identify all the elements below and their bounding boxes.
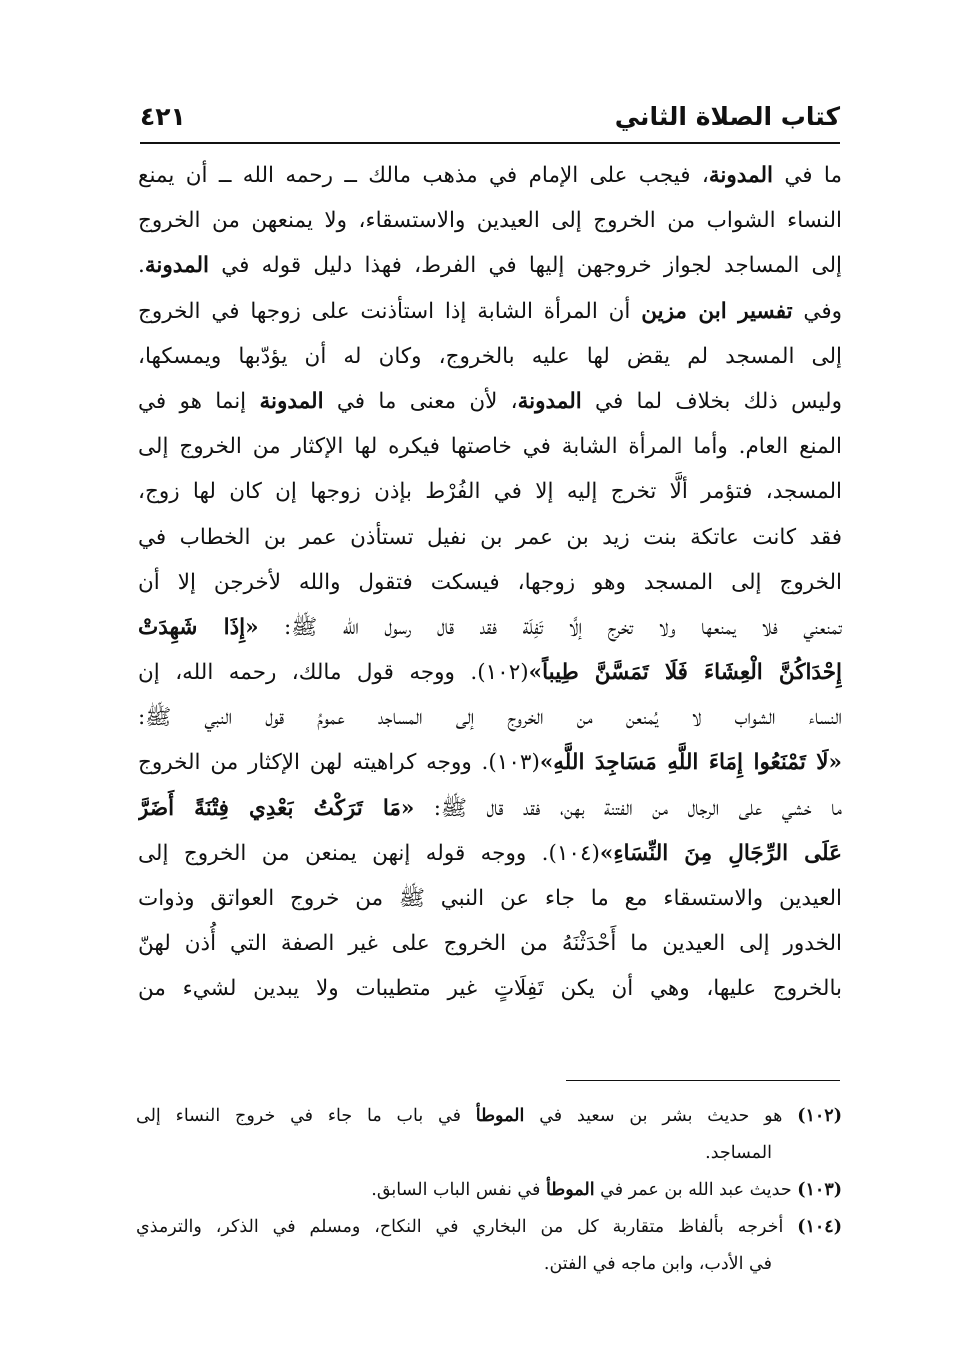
text-line-15: ما خشي على الرجال من الفتنة بهن، فقد قال ﷺ: «مَا تَرَكْتُ بَعْدِي فِتْنَةً أَضَرَّ (138, 795, 842, 821)
text-line-5: إلى المسجد لم يقض لها عليه بالخروج، وكان له أن يؤدّبها ويمسكها، (138, 343, 842, 369)
page-header (140, 100, 840, 144)
footnotes (136, 1098, 842, 1283)
running-title: كتاب الصلاة الثاني (614, 102, 840, 131)
main-text (138, 153, 842, 1012)
text-line-1: ما في المدونة، فيجب على الإمام في مذهب مالك ــ رحمه الله ــ أن يمنع (138, 163, 842, 188)
text-line-14: «لَا تَمْنَعُوا إِمَاءَ اللَّهِ مَسَاجِدَ اللَّهِ»(١٠٣). ووجه كراهيته لهن الإكثار من الخروج (138, 750, 842, 776)
footnote-104: (١٠٤) أخرجه بألفاظ متقاربة كل من البخاري في النكاح، ومسلم في الذكر، والترمذي (136, 1217, 842, 1237)
text-line-3: إلى المساجد لجواز خروجهن إليها في الفرط، فهذا دليل قوله في المدونة. (138, 253, 842, 279)
text-line-18: الخدور إلى العيدين ما أَحْدَثْنَهُ من الخروج على غير الصفة التي أُذن لهنّ (138, 931, 842, 957)
text-line-13: النساء الشواب لا يُمنعن من الخروج إلى المساجد عمومُ قول النبي ﷺ: (138, 705, 842, 731)
text-line-6: وليس ذلك بخلاف لما في المدونة، لأن معنى ما في المدونة إنما هو في (138, 388, 842, 414)
footnote-103: (١٠٣) حديث عبد الله بن عمر في الموطأ في نفس الباب السابق. (371, 1180, 842, 1200)
text-line-7: المنع العام. وأما المرأة الشابة في خاصتها فيكره لها الإكثار من الخروج إلى (138, 434, 842, 460)
footnote-102: (١٠٢) هو حديث بشر بن سعيد في الموطأ في باب ما جاء في خروج النساء إلى (136, 1106, 842, 1126)
footnote-102-continuation: المساجد. (705, 1143, 772, 1163)
text-line-8: المسجد، فتؤمر ألَّا تخرج إليه إلا في الفُرْط بإذن زوجها إن كان لها زوج، (138, 479, 842, 505)
text-line-12: إِحْدَاكُنَّ الْعِشَاءَ فَلَا تَمَسَّنَّ طِيباً»(١٠٢). ووجه قول مالك، رحمه الله، إن (138, 660, 842, 686)
page-number: ٤٢١ (140, 102, 186, 131)
footnote-divider (566, 1080, 840, 1081)
footnote-104-continuation: في الأدب، وابن ماجه في الفتن. (543, 1254, 772, 1274)
text-line-9: فقد كانت عاتكة بنت زيد بن عمر بن نفيل تستأذن عمر بن الخطاب في (138, 524, 842, 550)
text-line-17: العيدين والاستسقاء مع ما جاء عن النبي ﷺ من خروج العواتق وذوات (138, 886, 842, 911)
text-line-11: تمنعني فلا يمنعها ولا تخرج إلَّا تَفِلَة فقد قال رسول الله ﷺ: «إِذَا شَهِدَتْ (138, 614, 842, 640)
text-line-16: عَلَى الرِّجَالِ مِنَ النِّسَاءِ»(١٠٤). ووجه قوله إنهن يمنعن من الخروج إلى (138, 840, 842, 866)
text-line-4: وفي تفسير ابن مزين أن المرأة الشابة إذا استأذنت على زوجها في الخروج (138, 298, 842, 324)
text-line-10: الخروج إلى المسجد وهو زوجها، فيسكت فتقول والله لأخرجن إلا أن (138, 569, 842, 595)
text-line-2: النساء الشواب من الخروج إلى العيدين والاستسقاء، ولا يمنعهن من الخروج (138, 208, 842, 234)
text-line-19: بالخروج عليها، وهي أن يكن تَفِلَاتٍ غير متطيبات ولا يبدين لشيء من (138, 976, 842, 1002)
